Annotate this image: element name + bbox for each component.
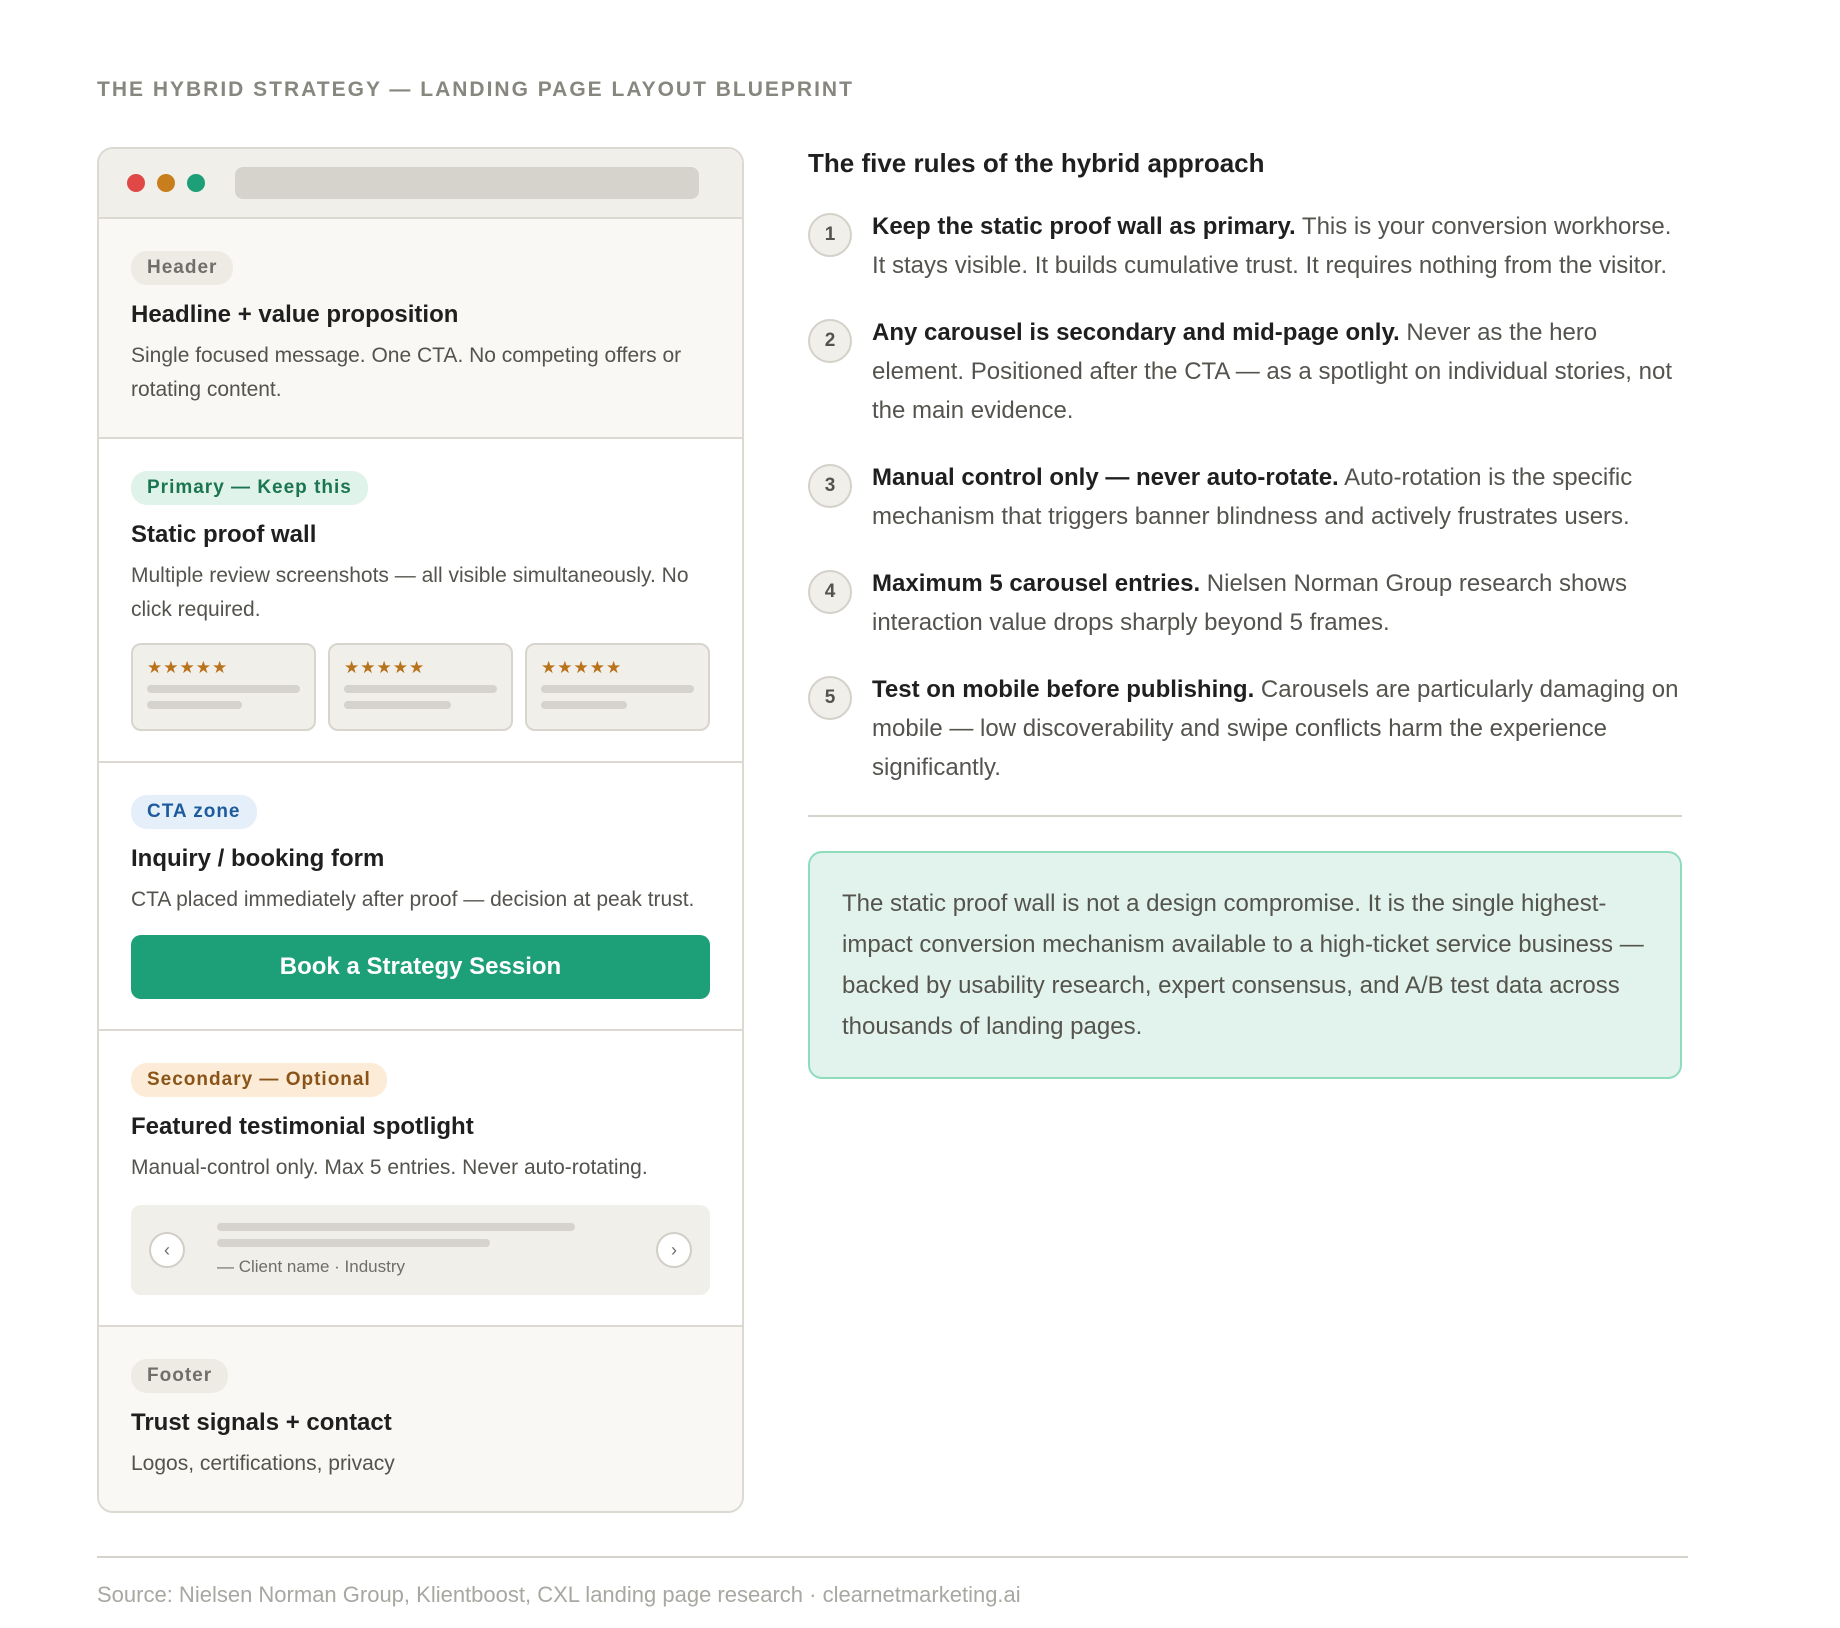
- text-placeholder: [217, 1223, 575, 1231]
- rule-text: [872, 564, 1682, 642]
- cta-badge: CTA zone: [131, 795, 257, 829]
- testimonial-carousel: [131, 1205, 710, 1295]
- rule-number: 3: [808, 464, 852, 508]
- rule-lead: Test on mobile before publishing.: [872, 676, 1255, 703]
- address-bar: [235, 167, 699, 199]
- page-title: THE HYBRID STRATEGY — LANDING PAGE LAYOUT BLUEPRINT: [97, 78, 854, 101]
- rule-text: [872, 313, 1682, 430]
- text-placeholder: [541, 685, 694, 693]
- header-section: [99, 219, 742, 439]
- header-badge: Header: [131, 251, 233, 285]
- review-card: [131, 643, 316, 731]
- star-rating-icon: ★★★★★: [344, 658, 426, 677]
- close-dot-icon: [127, 174, 145, 192]
- cta-desc: CTA placed immediately after proof — decision at peak trust.: [131, 888, 695, 911]
- rule-item: [808, 670, 1682, 787]
- footer-section: [99, 1327, 742, 1511]
- rule-lead: Manual control only — never auto-rotate.: [872, 464, 1339, 491]
- cta-title: Inquiry / booking form: [131, 845, 385, 872]
- rules-panel: [808, 147, 1682, 1079]
- book-strategy-session-button[interactable]: Book a Strategy Session: [131, 935, 710, 999]
- rule-text: [872, 207, 1682, 285]
- spotlight-title: Featured testimonial spotlight: [131, 1113, 474, 1140]
- rule-body: Never as the hero element. Positioned after the CTA — as a spotlight on individual stories, not the main evidence.: [872, 319, 1672, 424]
- text-placeholder: [344, 685, 497, 693]
- rules-title: The five rules of the hybrid approach: [808, 148, 1265, 178]
- spotlight-badge: Secondary — Optional: [131, 1063, 387, 1097]
- header-desc: Single focused message. One CTA. No competing offers or rotating content.: [131, 344, 682, 401]
- spotlight-section: [99, 1031, 742, 1327]
- rule-lead: Maximum 5 carousel entries.: [872, 570, 1201, 597]
- text-placeholder: [147, 685, 300, 693]
- proof-title: Static proof wall: [131, 521, 317, 548]
- rule-lead: Keep the static proof wall as primary.: [872, 213, 1296, 240]
- rule-text: [872, 458, 1682, 536]
- chevron-left-icon[interactable]: ‹: [149, 1232, 185, 1268]
- rule-body: Carousels are particularly damaging on mobile — low discoverability and swipe conflicts harm the experience significantly.: [872, 676, 1679, 781]
- browser-toolbar: [99, 149, 742, 219]
- testimonial-caption: — Client name · Industry: [217, 1257, 406, 1276]
- text-placeholder: [147, 701, 242, 709]
- rule-number: 5: [808, 676, 852, 720]
- rule-number: 4: [808, 570, 852, 614]
- footer-title: Trust signals + contact: [131, 1409, 392, 1436]
- rule-item: [808, 207, 1682, 285]
- rule-item: [808, 564, 1682, 642]
- rule-body: Nielsen Norman Group research shows interaction value drops sharply beyond 5 frames.: [872, 570, 1627, 636]
- footer-divider: [97, 1556, 1688, 1558]
- cta-section: [99, 763, 742, 1031]
- text-placeholder: [541, 701, 627, 709]
- rule-item: [808, 313, 1682, 430]
- proof-badge: Primary — Keep this: [131, 471, 368, 505]
- spotlight-desc: Manual-control only. Max 5 entries. Never auto-rotating.: [131, 1156, 648, 1179]
- rules-divider: [808, 815, 1682, 817]
- rule-body: This is your conversion workhorse. It stays visible. It builds cumulative trust. It requires nothing from the visitor.: [872, 213, 1672, 279]
- star-rating-icon: ★★★★★: [147, 658, 229, 677]
- minimize-dot-icon: [157, 174, 175, 192]
- source-note: Source: Nielsen Norman Group, Klientboost, CXL landing page research · clearnetmarketing.ai: [97, 1582, 1021, 1607]
- review-card: [328, 643, 513, 731]
- proof-wall-section: [99, 439, 742, 763]
- rule-number: 1: [808, 213, 852, 257]
- footer-desc: Logos, certifications, privacy: [131, 1452, 395, 1475]
- browser-mockup: [97, 147, 744, 1513]
- footer-badge: Footer: [131, 1359, 228, 1393]
- star-rating-icon: ★★★★★: [541, 658, 623, 677]
- proof-desc: Multiple review screenshots — all visible simultaneously. No click required.: [131, 564, 689, 621]
- review-cards: [131, 643, 710, 731]
- review-card: [525, 643, 710, 731]
- rule-item: [808, 458, 1682, 536]
- testimonial-slide: [185, 1223, 656, 1277]
- rule-body: Auto-rotation is the specific mechanism that triggers banner blindness and actively frustrates users.: [872, 464, 1633, 530]
- rule-lead: Any carousel is secondary and mid-page only.: [872, 319, 1400, 346]
- text-placeholder: [217, 1239, 490, 1247]
- header-title: Headline + value proposition: [131, 301, 459, 328]
- rule-number: 2: [808, 319, 852, 363]
- summary-callout: The static proof wall is not a design compromise. It is the single highest-impact conversion mechanism available to a high-ticket service business — backed by usability research, expert consensus, and A/B test data across thousands of landing pages.: [808, 851, 1682, 1079]
- content-columns: [97, 147, 1840, 1513]
- chevron-right-icon[interactable]: ›: [656, 1232, 692, 1268]
- text-placeholder: [344, 701, 451, 709]
- maximize-dot-icon: [187, 174, 205, 192]
- rule-text: [872, 670, 1682, 787]
